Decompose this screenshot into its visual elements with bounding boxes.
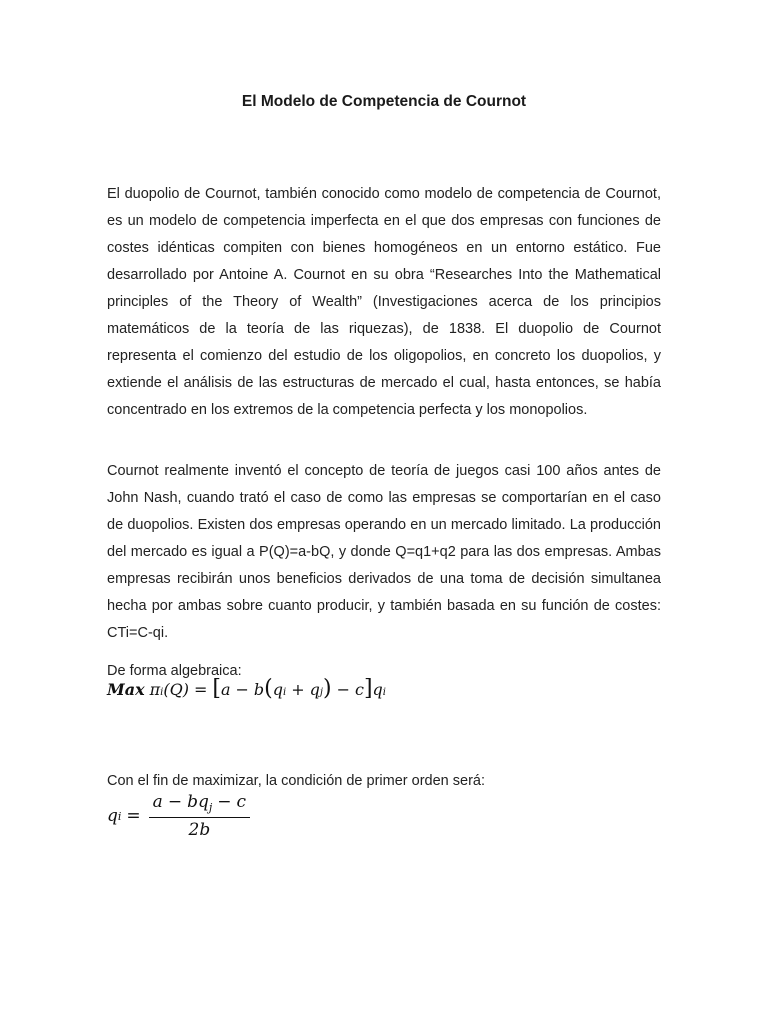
eq1-c: c	[354, 680, 364, 699]
eq1-plus: +	[291, 680, 305, 699]
eq1-a: a	[220, 680, 231, 699]
profit-equation	[107, 676, 386, 701]
eq1-max: Max	[107, 680, 145, 699]
eq2-lhs-sub: i	[117, 809, 122, 823]
eq2-num-c: c	[236, 792, 247, 812]
eq1-q-last-sub: i	[382, 687, 386, 698]
eq1-qi: q	[272, 680, 283, 699]
paragraph-game-theory: Cournot realmente inventó el concepto de teoría de juegos casi 100 años antes de John Nash, cuando trató el caso de como las empresas se comportarían en el caso de duopolios. Existen dos empresas operando en un mercado limitado. La producción del mercado es igual a P(Q)=a-bQ, y donde Q=q1+q2 para las dos empresas. Ambas empresas recibirán unos beneficios derivados de una toma de decisión simultanea hecha por ambas sobre cuanto producir, y también basada en su función de costes: CTi=C-qi.	[107, 462, 661, 641]
eq1-arg: (Q)	[163, 680, 189, 699]
eq1-rparen: )	[322, 676, 332, 701]
document-title: El Modelo de Competencia de Cournot	[241, 93, 527, 110]
eq1-lbracket: [	[212, 676, 221, 701]
eq2-num-b: b	[187, 792, 198, 812]
eq2-num-q-sub: j	[208, 801, 213, 814]
eq2-num-minus2: −	[217, 792, 232, 812]
eq2-lhs: q	[107, 806, 118, 826]
eq1-lparen: (	[264, 676, 273, 701]
eq1-pi: π	[149, 680, 161, 699]
eq1-qi-sub: i	[283, 687, 287, 698]
eq2-den: 2b	[188, 820, 211, 840]
eq1-b: b	[253, 680, 265, 699]
eq1-q-last: q	[372, 680, 383, 699]
eq1-pi-sub: i	[160, 687, 164, 698]
eq2-num-a: a	[152, 792, 163, 812]
eq2-fraction	[149, 792, 250, 840]
eq1-qj: q	[309, 680, 320, 699]
eq2-equals: =	[126, 806, 141, 826]
paragraph-algebraic: De forma algebraica:	[107, 662, 242, 679]
eq1-equals: =	[193, 680, 208, 699]
eq2-denominator	[189, 818, 211, 840]
eq2-num-minus: −	[167, 792, 183, 812]
eq1-rbracket: ]	[363, 676, 373, 701]
paragraph-first-order: Con el fin de maximizar, la condición de primer orden será:	[107, 772, 485, 789]
eq1-minus-c: −	[336, 680, 350, 699]
eq2-num-q: q	[197, 792, 209, 812]
best-response-equation	[107, 792, 250, 840]
eq2-numerator	[149, 792, 250, 818]
paragraph-intro: El duopolio de Cournot, también conocido como modelo de competencia de Cournot, es un modelo de competencia imperfecta en el que dos empresas con funciones de costes idénticas compiten con bienes homogéneos en un entorno estático. Fue desarrollado por Antoine A. Cournot en su obra “Researches Into the Mathematical principles of the Theory of Wealth” (Investigaciones acerca de los principios matemáticos de la teoría de las riquezas), de 1838. El duopolio de Cournot representa el comienzo del estudio de los oligopolios, en concreto los duopolios, y extiende el análisis de las estructuras de mercado el cual, hasta entonces, se había concentrado en los extremos de la competencia perfecta y los monopolios.	[107, 185, 661, 418]
eq1-minus: −	[235, 680, 249, 699]
eq1-qj-sub: j	[319, 687, 323, 698]
